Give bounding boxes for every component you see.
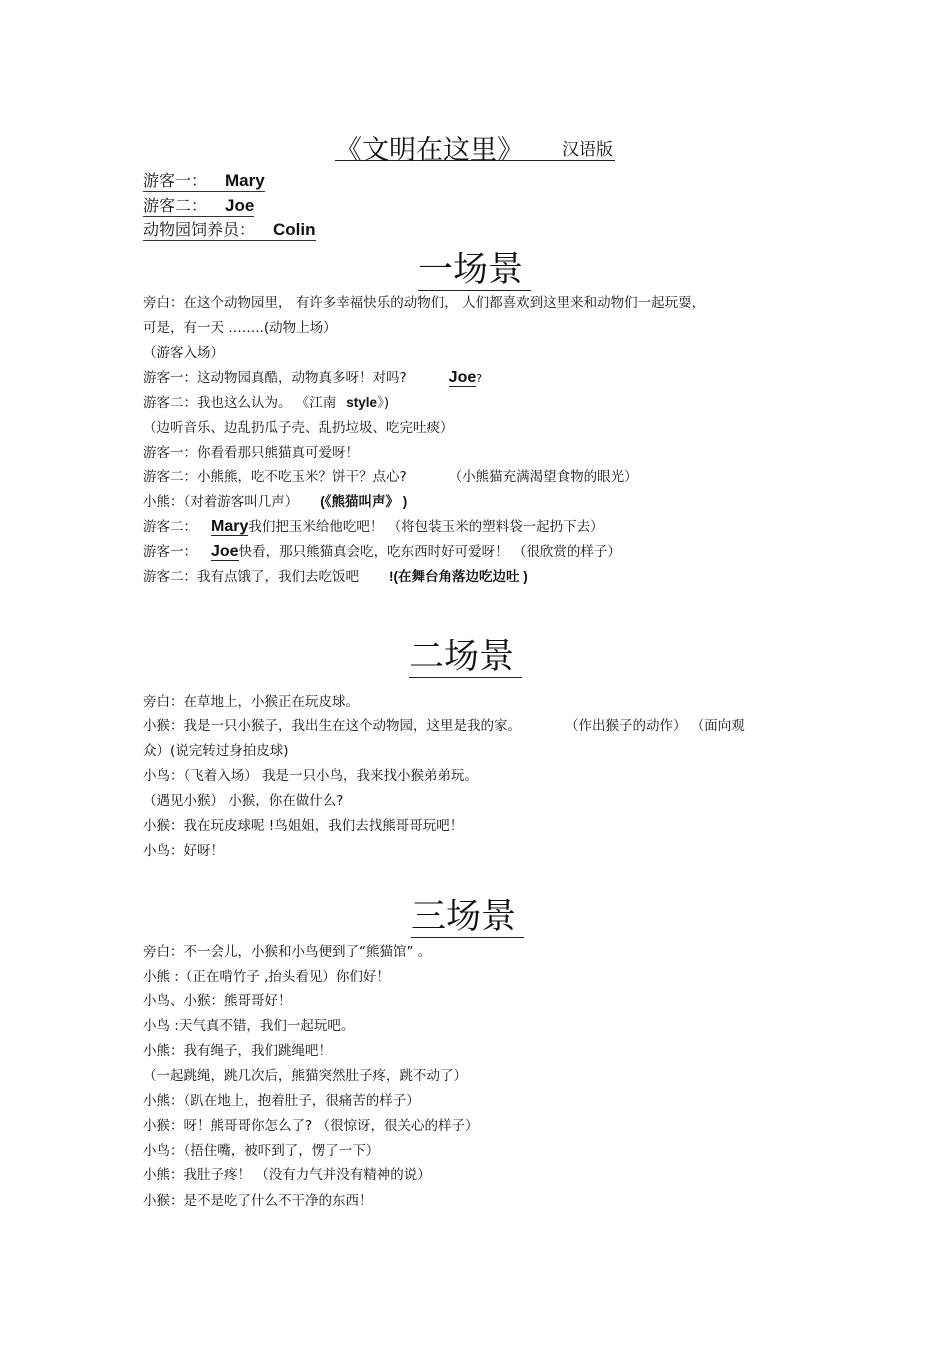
character-name: Joe xyxy=(448,369,477,386)
cast-role: 游客一： xyxy=(143,171,208,190)
line-text: 游客二：我有点饿了，我们去吃饭吧 xyxy=(143,569,359,585)
line-text: 游客二：小熊熊，吃不吃玉米？饼干？点心? xyxy=(143,469,407,485)
cast-line-visitor-one xyxy=(143,170,265,192)
line-text: 游客一： xyxy=(143,544,197,560)
scene-three-heading: 三场景 xyxy=(411,897,524,938)
line-text: 快看，那只熊猫真会吃，吃东西时好可爱呀！ （很欣赏的样子） xyxy=(238,544,621,560)
line-text: 我们把玉米给他吃吧！ （将包装玉米的塑料袋一起扔下去） xyxy=(248,519,604,535)
scene3-line: 小鸟：（捂住嘴，被吓到了，愣了一下） xyxy=(143,1143,380,1159)
line-text: 小熊：（对着游客叫几声） xyxy=(143,494,299,510)
scene2-line: 小鸟：好呀！ xyxy=(143,843,224,859)
scene1-line xyxy=(143,568,528,586)
scene1-line: （游客入场） xyxy=(143,345,224,361)
scene3-line: 小鸟 :天气真不错，我们一起玩吧。 xyxy=(143,1018,355,1034)
scene3-line: 旁白：不一会儿，小猴和小鸟便到了“熊猫馆” 。 xyxy=(143,944,432,960)
scene3-line: （一起跳绳，跳几次后，熊猫突然肚子疼，跳不动了） xyxy=(143,1068,467,1084)
scene3-line: 小熊：（趴在地上，抱着肚子，很痛苦的样子） xyxy=(143,1093,420,1109)
scene2-line: （遇见小猴） 小猴，你在做什么? xyxy=(143,793,344,809)
cast-line-visitor-two xyxy=(143,195,254,217)
stage-direction: （作出猴子的动作） （面向观 xyxy=(565,718,745,734)
document-title xyxy=(335,128,615,166)
title-subtitle: 汉语版 xyxy=(562,140,613,160)
scene3-line: 小猴：呀！熊哥哥你怎么了? （很惊讶，很关心的样子） xyxy=(143,1118,479,1134)
scene1-line xyxy=(143,468,638,486)
stage-direction: （小熊猫充满渴望食物的眼光） xyxy=(448,469,638,485)
scene3-line: 小熊：我肚子疼！ （没有力气并没有精神的说） xyxy=(143,1167,431,1183)
cast-line-zookeeper xyxy=(143,219,316,241)
line-text: ? xyxy=(476,372,483,385)
scene2-line: 众）(说完转过身拍皮球) xyxy=(143,743,289,759)
line-text: 》) xyxy=(377,395,390,411)
stage-direction: (《熊猫叫声》 ) xyxy=(320,494,408,509)
scene2-line xyxy=(143,717,745,735)
stage-direction: !(在舞台角落边吃边吐 ) xyxy=(389,569,528,584)
scene3-line: 小猴：是不是吃了什么不干净的东西！ xyxy=(143,1193,373,1209)
scene-two-heading: 二场景 xyxy=(409,637,522,678)
cast-role: 游客二： xyxy=(143,196,208,215)
line-text: 游客二：我也这么认为。 《江南 xyxy=(143,395,337,411)
character-name: Mary xyxy=(211,518,249,535)
line-text: 游客一：这动物园真酷，动物真多呀！对吗? xyxy=(143,370,407,386)
scene1-line xyxy=(143,394,389,412)
scene1-line xyxy=(143,493,407,511)
cast-role: 动物园饲养员： xyxy=(143,220,256,239)
scene2-line: 小猴：我在玩皮球呢 !鸟姐姐，我们去找熊哥哥玩吧！ xyxy=(143,818,464,834)
cast-name: Colin xyxy=(273,220,316,239)
scene3-line: 小熊 :（正在啃竹子 ,抬头看见）你们好！ xyxy=(143,969,390,985)
scene1-line: （边听音乐、边乱扔瓜子壳、乱扔垃圾、吃完吐痰） xyxy=(143,420,454,436)
character-name: Joe xyxy=(211,543,239,560)
scene1-line: 可是，有一天 ……..(动物上场） xyxy=(143,320,337,336)
scene1-line xyxy=(143,543,621,561)
scene1-line: 旁白：在这个动物园里， 有许多幸福快乐的动物们， 人们都喜欢到这里来和动物们一起玩耍， xyxy=(143,295,706,311)
title-main: 《文明在这里》 xyxy=(335,135,524,166)
scene1-line: 游客一：你看看那只熊猫真可爱呀！ xyxy=(143,445,359,461)
line-text: 游客二： xyxy=(143,519,197,535)
scene2-line: 小鸟：（飞着入场） 我是一只小鸟，我来找小猴弟弟玩。 xyxy=(143,768,479,784)
scene2-line: 旁白：在草地上，小猴正在玩皮球。 xyxy=(143,694,359,710)
cast-name: Joe xyxy=(225,196,255,215)
scene3-line: 小熊：我有绳子，我们跳绳吧！ xyxy=(143,1043,332,1059)
scene1-line xyxy=(143,518,604,536)
scene3-line: 小鸟、小猴：熊哥哥好！ xyxy=(143,993,292,1009)
scene-one-heading: 一场景 xyxy=(418,250,531,291)
scene1-line xyxy=(143,369,482,388)
song-name: style xyxy=(346,395,378,410)
line-text: 小猴：我是一只小猴子，我出生在这个动物园，这里是我的家。 xyxy=(143,718,521,734)
cast-name: Mary xyxy=(225,171,265,190)
